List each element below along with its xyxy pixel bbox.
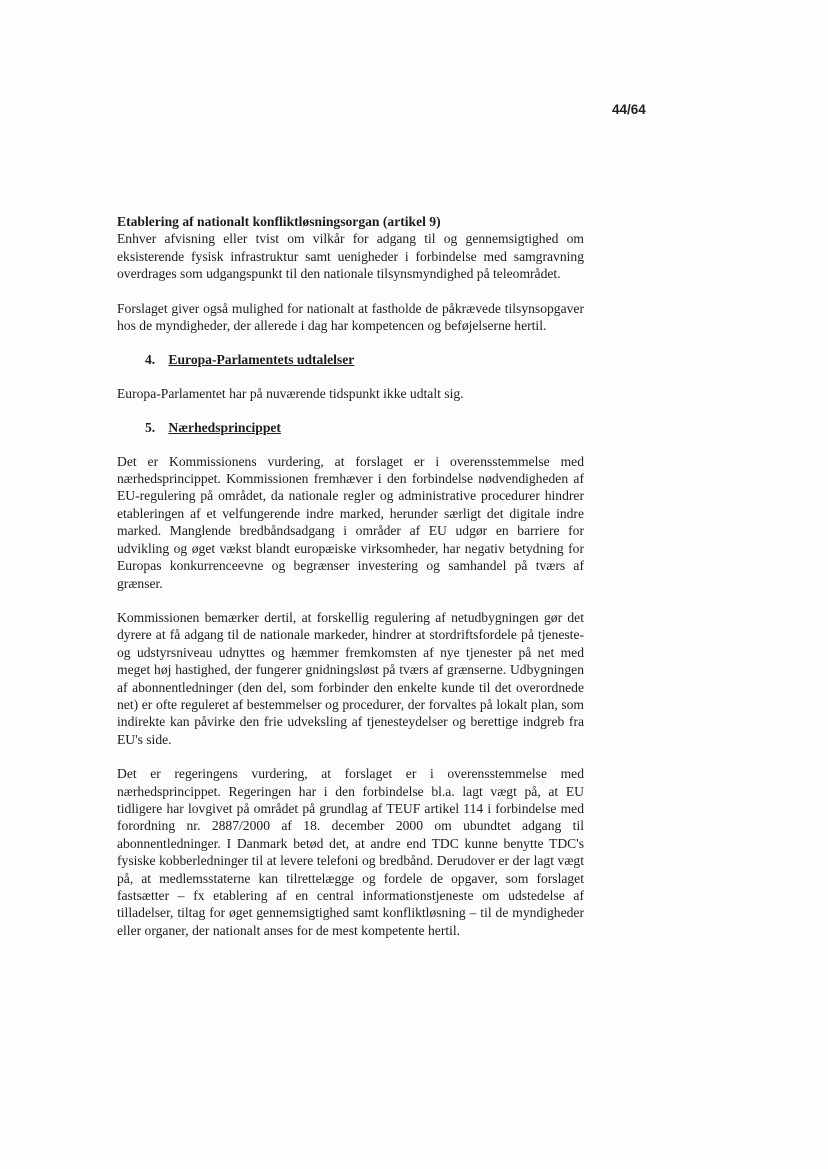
- section-4-title: Europa-Parlamentets udtalelser: [168, 352, 355, 368]
- page-content: [117, 213, 584, 956]
- subsidiarity-paragraph-2: Kommissionen bemærker dertil, at forskellig regulering af netudbygningen gør det dyrere at få adgang til de nationale markeder, hindrer at stordriftsfordele på tjeneste- og udstyrsniveau udnyttes og hæmmer fremkomsten af nye tjenester på net med meget høj hastighed, der fungerer gnidningsløst på tværs af grænserne. Udbygningen af abonnentledninger (den del, som forbinder den enkelte kunde til det overordnede net) er ofte reguleret af bestemmelser og procedurer, der forvaltes på lokalt plan, som indirekte kan påvirke den frie udveksling af tjenesteydelser og berettige indgreb fra EU's side.: [117, 609, 584, 747]
- section-5-number: 5.: [145, 420, 156, 436]
- section-5-body-1: [117, 453, 584, 592]
- section-4-body: [117, 385, 584, 402]
- section-5-title: Nærhedsprincippet: [168, 420, 281, 436]
- subsidiarity-paragraph-3: Det er regeringens vurdering, at forslaget er i overensstemmelse med nærhedsprincippet. Regeringen har i den forbindelse bl.a. lagt vægt på, at EU tidligere har lovgivet på området på grundlag af TEUF artikel 114 i forbindelse med forordning nr. 2887/2000 af 18. december 2000 om ubundtet adgang til abonnentledninger. I Danmark betød det, at andre end TDC kunne benytte TDC's fysiske kobberledninger til at levere telefoni og bredbånd. Derudover er der lagt vægt på, at medlemsstaterne kan tilrettelægge og fordele de opgaver, som forslaget fastsætter – fx etablering af en central informationstjeneste om udstedelse af tilladelser, tiltag for øget gennemsigtighed samt konfliktløsning – til de myndigheder eller organer, der nationalt anses for de mest kompetente hertil.: [117, 766, 584, 938]
- section-4-number: 4.: [145, 352, 156, 368]
- article-9-heading: Etablering af nationalt konfliktløsningsorgan (artikel 9): [117, 214, 441, 229]
- section-5-body-3: [117, 765, 584, 939]
- article-9-paragraph-2: Forslaget giver også mulighed for nationalt at fastholde de påkrævede tilsynsopgaver hos de myndigheder, der allerede i dag har kompetencen og beføjelserne hertil.: [117, 300, 584, 334]
- subsidiarity-paragraph-1: Det er Kommissionens vurdering, at forslaget er i overensstemmelse med nærhedsprincippet. Kommissionen fremhæver i den forbindelse nødvendigheden af EU-regulering på området, da nationale regler og administrative procedurer hindrer etableringen af et velfungerende indre marked, herunder særligt det digitale indre marked. Manglende bredbåndsadgang i områder af EU udgør en barriere for udvikling og øget vækst blandt europæiske virksomheder, har negativ betydning for Europas konkurrenceevne og begrænser investering og samhandel på tværs af grænser.: [117, 453, 584, 591]
- section-heading-5: [117, 419, 584, 436]
- section-article-9-continued: [117, 300, 584, 335]
- section-article-9: [117, 213, 584, 283]
- section-heading-4: [117, 351, 584, 368]
- article-9-paragraph-1: Enhver afvisning eller tvist om vilkår for adgang til og gennemsigtighed om eksisterende fysisk infrastruktur samt uenigheder i forbindelse med samgravning overdrages som udgangspunkt til den nationale tilsynsmyndighed på teleområdet.: [117, 231, 584, 282]
- ep-paragraph-1: Europa-Parlamentet har på nuværende tidspunkt ikke udtalt sig.: [117, 385, 464, 401]
- section-5-body-2: [117, 609, 584, 748]
- page-number: 44/64: [612, 102, 646, 117]
